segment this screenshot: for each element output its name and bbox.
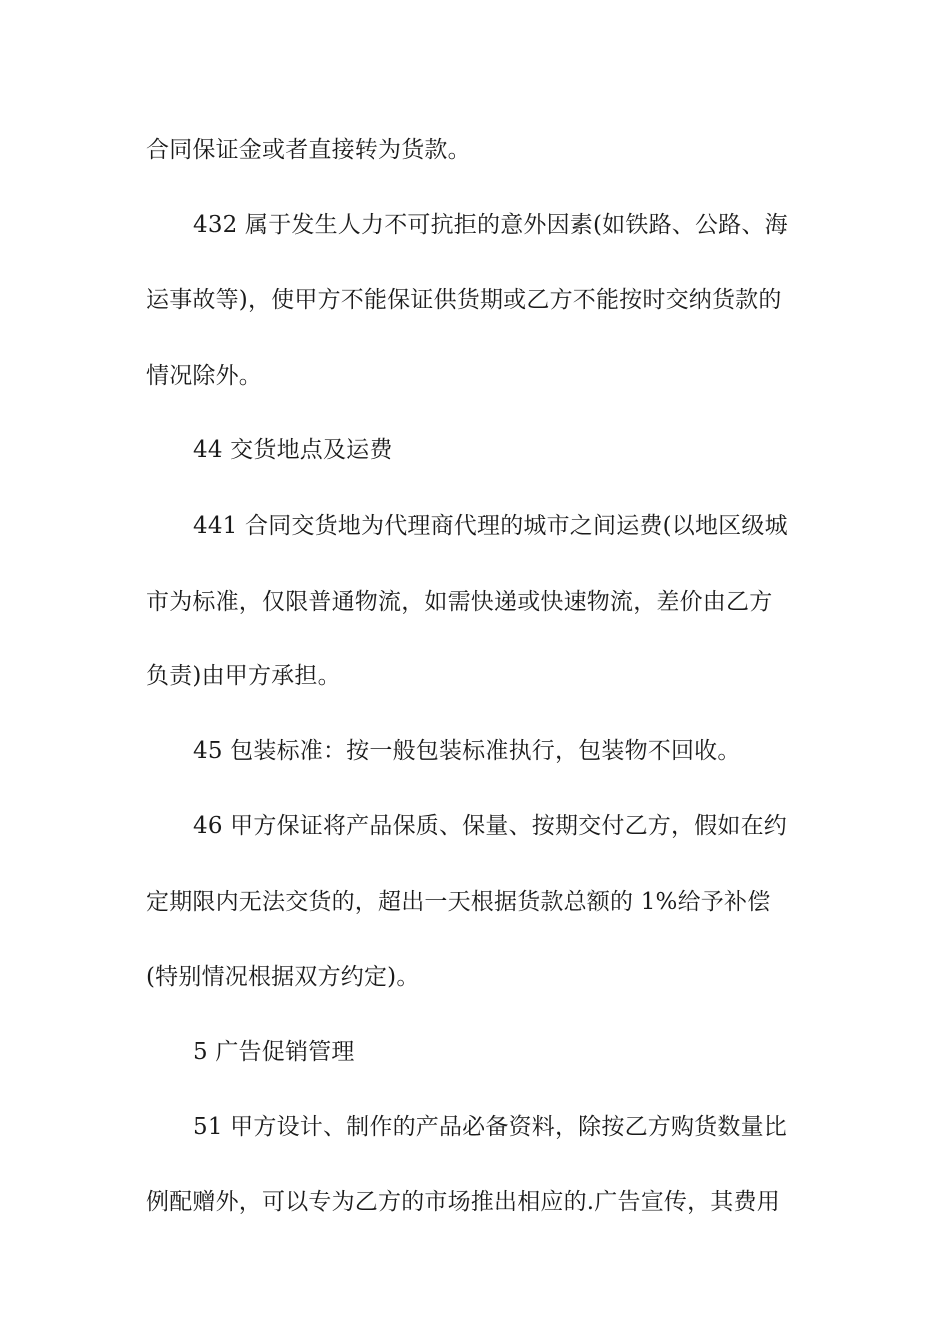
text-line: 例配赠外，可以专为乙方的市场推出相应的.广告宣传，其费用 — [146, 1189, 780, 1215]
clause-432-line: 432 属于发生人力不可抗拒的意外因素(如铁路、公路、海 — [193, 212, 788, 238]
text-line: 负责)由甲方承担。 — [146, 663, 341, 689]
text-line: 市为标准，仅限普通物流，如需快递或快速物流，差价由乙方 — [146, 589, 773, 615]
text-line: (特别情况根据双方约定)。 — [146, 964, 420, 990]
text-line: 运事故等)，使甲方不能保证供货期或乙方不能按时交纳货款的 — [146, 287, 782, 313]
section-5-heading: 5 广告促销管理 — [193, 1039, 355, 1065]
text-line: 合同保证金或者直接转为货款。 — [146, 137, 471, 163]
clause-51-line: 51 甲方设计、制作的产品必备资料，除按乙方购货数量比 — [193, 1114, 787, 1140]
text-line: 定期限内无法交货的，超出一天根据货款总额的 1%给予补偿 — [146, 889, 771, 915]
section-44-heading: 44 交货地点及运费 — [193, 437, 393, 463]
clause-441-line: 441 合同交货地为代理商代理的城市之间运费(以地区级城 — [193, 513, 788, 539]
clause-46-line: 46 甲方保证将产品保质、保量、按期交付乙方，假如在约 — [193, 813, 787, 839]
text-line: 情况除外。 — [146, 363, 262, 389]
clause-45-line: 45 包装标准：按一般包装标准执行，包装物不回收。 — [193, 738, 741, 764]
